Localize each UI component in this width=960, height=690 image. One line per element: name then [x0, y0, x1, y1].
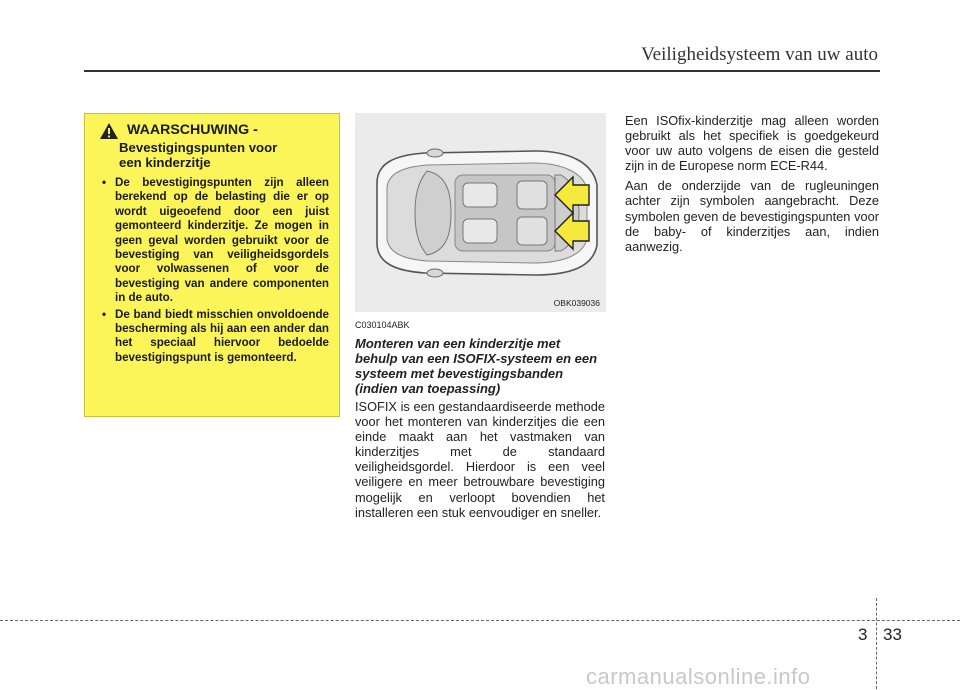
figure-code: OBK039036 [553, 298, 600, 308]
header-divider [84, 70, 880, 72]
warning-header [99, 122, 329, 140]
car-isofix-figure [355, 113, 606, 312]
right-column [625, 113, 879, 259]
warning-subtitle-line2: een kinderzitje [119, 155, 211, 170]
footer-vertical-divider [876, 598, 877, 689]
warning-box [84, 113, 340, 417]
footer-divider [0, 620, 960, 621]
warning-bullet: • De bevestigingspunten zijn alleen berekend op de belasting die er op wordt uigeoefend door een juist gemonteerd kinderzitje. Ze mogen in geen geval worden gebruikt voor de bevestiging van veiligheidsgordels voor volwassenen of voor de bevestiging van andere componenten in de auto. [99, 176, 329, 306]
middle-column [355, 320, 605, 520]
right-paragraph-2: Aan de onderzijde van de rugleuningen achter zijn symbolen aangebracht. Deze symbolen geven de bevestigingspunten voor de baby- of kinderzitjes aan, indien aanwezig. [625, 178, 879, 254]
warning-triangle-icon [99, 122, 119, 140]
warning-subtitle-line1: Bevestigingspunten voor [119, 140, 278, 155]
section-code: C030104ABK [355, 320, 410, 330]
warning-title: WAARSCHUWING - [127, 122, 258, 138]
isofix-paragraph: ISOFIX is een gestandaardiseerde methode voor het monteren van kinderzitjes die een einde maakt aan het vastmaken van kinderzitjes met de standaard veiligheidsgordel. Hierdoor is een veel veiligere en meer betrouwbare bevestiging mogelijk en verloopt bovendien het installeren een stuk eenvoudiger en sneller. [355, 399, 605, 520]
warning-bullet-list [99, 176, 329, 365]
right-paragraph-1: Een ISOfix-kinderzitje mag alleen worden gebruikt als het specifiek is goedgekeurd voor uw auto volgens de eisen die gesteld zijn in de Europese norm ECE-R44. [625, 113, 879, 174]
page-header-title: Veiligheidsysteem van uw auto [641, 44, 878, 65]
section-subheading: Monteren van een kinderzitje met behulp van een ISOFIX-systeem en een systeem met bevestigingsbanden (indien van toepassing) [355, 336, 598, 396]
page-number: 33 [883, 625, 902, 644]
car-top-view-illustration [355, 113, 606, 312]
chapter-number: 3 [858, 625, 868, 644]
warning-bullet: • De band biedt misschien onvoldoende bescherming als hij aan een ander dan het speciaal hiervoor bedoelde bevestigingspunt is gemonteerd. [99, 308, 329, 366]
watermark-text: carmanualsonline.info [586, 664, 811, 689]
